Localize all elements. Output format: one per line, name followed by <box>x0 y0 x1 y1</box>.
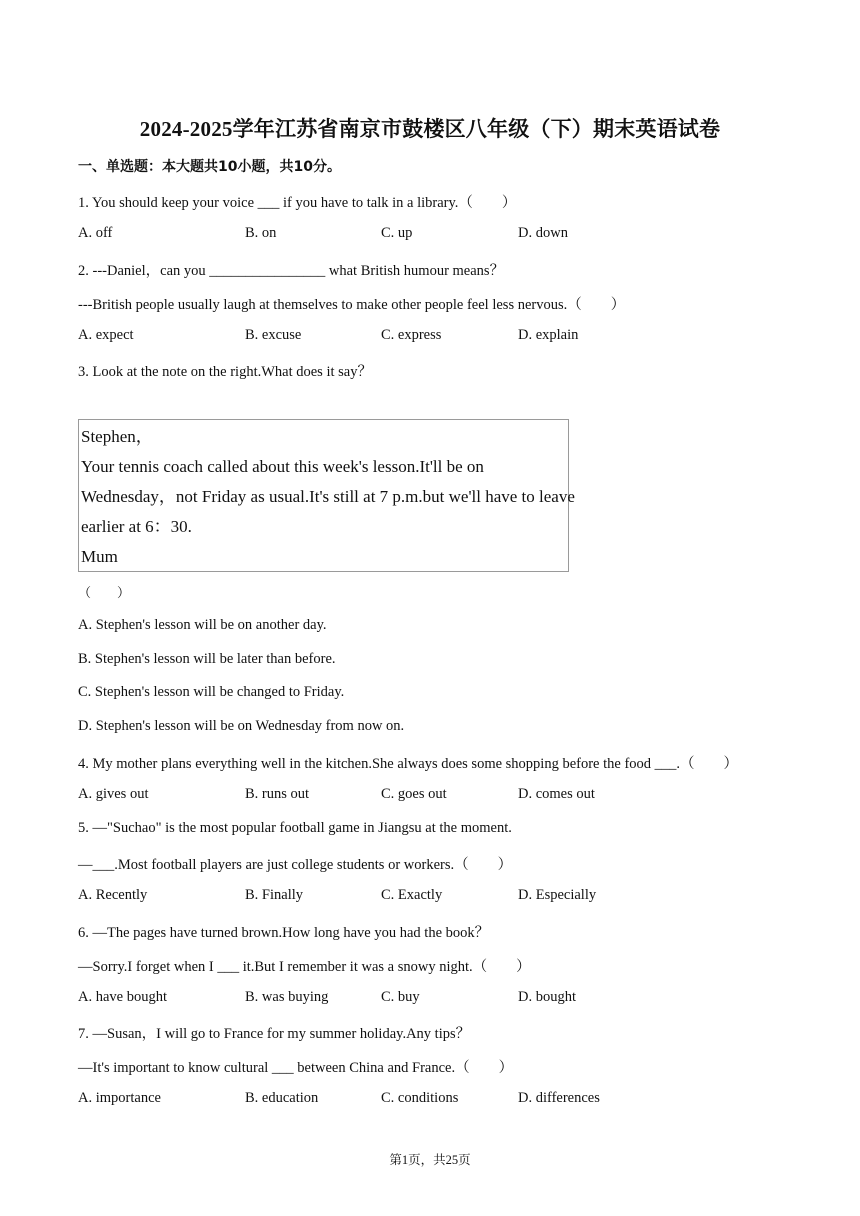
question-1-option-b: B. on <box>245 225 277 241</box>
question-5-stem-line-1: 5. —"Suchao" is the most popular football game in Jiangsu at the moment. <box>78 820 512 836</box>
note-greeting: Stephen， <box>81 427 153 446</box>
question-6-stem-line-1: 6. —The pages have turned brown.How long have you had the book？ <box>78 925 490 941</box>
question-2-option-d: D. explain <box>518 327 579 343</box>
question-2-stem-line-2: ---British people usually laugh at themselves to make other people feel less nervous.（ ） <box>78 297 626 313</box>
note-box <box>78 419 575 572</box>
question-2-stem-line-1: 2. ---Daniel，can you ________________ what British humour means？ <box>78 263 505 279</box>
question-2-option-c: C. express <box>381 327 442 343</box>
question-4-stem: 4. My mother plans everything well in the kitchen.She always does some shopping before the food ___.（ ） <box>78 756 739 772</box>
question-7-option-c: C. conditions <box>381 1090 459 1106</box>
note-line: Your tennis coach called about this week's lesson.It'll be on <box>81 457 484 476</box>
question-7-stem-line-1: 7. —Susan，I will go to France for my summer holiday.Any tips？ <box>78 1026 471 1042</box>
question-4-option-b: B. runs out <box>245 786 310 802</box>
question-7-option-b: B. education <box>245 1090 319 1106</box>
question-6-option-b: B. was buying <box>245 989 329 1005</box>
question-5-option-b: B. Finally <box>245 887 304 903</box>
question-5-stem-line-2: —___.Most football players are just college students or workers.（ ） <box>78 857 513 873</box>
section-heading: 一、单选题：本大题共10小题，共10分。 <box>78 159 341 175</box>
question-7-option-d: D. differences <box>518 1090 600 1106</box>
note-line: Wednesday，not Friday as usual.It's still at 7 p.m.but we'll have to leave <box>81 487 575 506</box>
answer-blank: （ ） <box>78 585 131 600</box>
question-1-option-a: A. off <box>78 225 113 241</box>
question-1-stem: 1. You should keep your voice ___ if you have to talk in a library.（ ） <box>78 195 517 211</box>
question-3-option-d: D. Stephen's lesson will be on Wednesday from now on. <box>78 718 405 734</box>
question-5-option-a: A. Recently <box>78 887 148 903</box>
question-5-option-d: D. Especially <box>518 887 597 903</box>
question-3-option-b: B. Stephen's lesson will be later than before. <box>78 651 336 667</box>
question-1-option-d: D. down <box>518 225 568 241</box>
question-3-stem: 3. Look at the note on the right.What does it say？ <box>78 364 372 380</box>
question-4-option-d: D. comes out <box>518 786 595 802</box>
page-footer: 第1页，共25页 <box>389 1153 471 1167</box>
question-3-option-a: A. Stephen's lesson will be on another day. <box>78 617 327 633</box>
question-3-option-c: C. Stephen's lesson will be changed to Friday. <box>78 684 345 700</box>
question-4-option-c: C. goes out <box>381 786 447 802</box>
question-1-option-c: C. up <box>381 225 413 241</box>
question-5-option-c: C. Exactly <box>381 887 443 903</box>
question-6-option-c: C. buy <box>381 989 420 1005</box>
question-6-stem-line-2: —Sorry.I forget when I ___ it.But I remember it was a snowy night.（ ） <box>78 959 531 975</box>
question-4-option-a: A. gives out <box>78 786 149 802</box>
note-signature: Mum <box>81 547 118 566</box>
question-6-option-d: D. bought <box>518 989 576 1005</box>
question-2-option-a: A. expect <box>78 327 134 343</box>
question-6-option-a: A. have bought <box>78 989 167 1005</box>
note-line: earlier at 6：30. <box>81 517 192 536</box>
question-7-stem-line-2: —It's important to know cultural ___ between China and France.（ ） <box>78 1060 514 1076</box>
question-7-option-a: A. importance <box>78 1090 161 1106</box>
question-2-option-b: B. excuse <box>245 327 302 343</box>
page-title: 2024-2025学年江苏省南京市鼓楼区八年级（下）期末英语试卷 <box>139 117 721 141</box>
